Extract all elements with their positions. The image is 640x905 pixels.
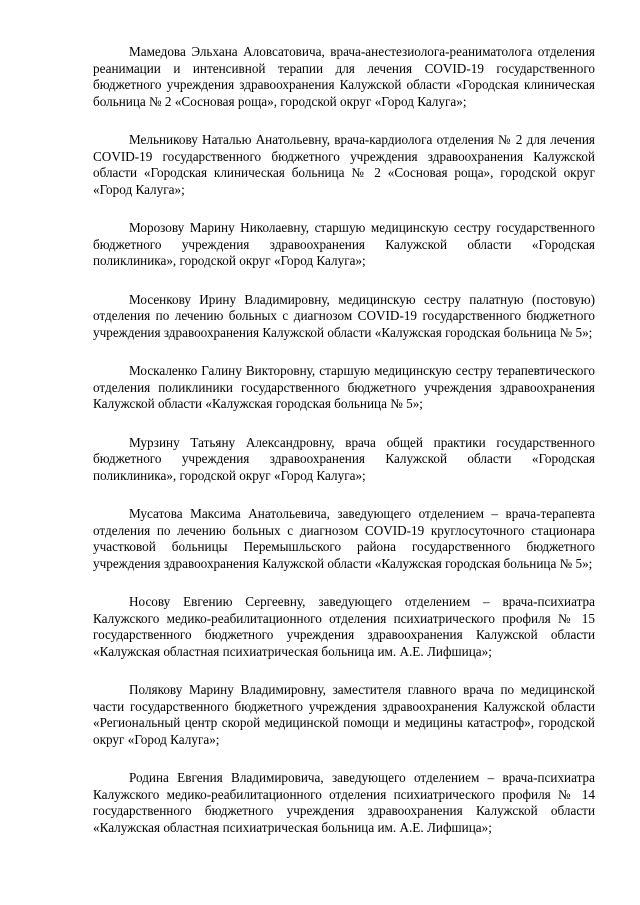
award-entry-melnikova: Мельникову Наталью Анатольевну, врача-кардиолога отделения № 2 для лечения COVID-19 государственного бюджетного учреждения здравоохранения Калужской области «Городская клиническая больница № 2 «Сосновая роща», городской округ «Город Калуга»; xyxy=(93,132,595,197)
award-entry-mosenkova: Мосенкову Ирину Владимировну, медицинскую сестру палатную (постовую) отделения по лечению больных с диагнозом COVID-19 государственного бюджетного учреждения здравоохранения Калужской области «Калужская городская больница № 5»; xyxy=(93,291,595,340)
award-entry-nosova: Носову Евгению Сергеевну, заведующего отделением – врача-психиатра Калужского медико-реабилитационного отделения психиатрического профиля № 15 государственного бюджетного учреждения здравоохранения Калужской области «Калужская областная психиатрическая больница им. А.Е. Лифшица»; xyxy=(93,594,595,659)
award-entry-musatov: Мусатова Максима Анатольевича, заведующего отделением – врача-терапевта отделения по лечению больных с диагнозом COVID-19 круглосуточного стационара участковой больницы Перемышльского района государственного бюджетного учреждения здравоохранения Калужской области «Калужская городская больница № 5»; xyxy=(93,506,595,571)
award-entry-moskalenko: Москаленко Галину Викторовну, старшую медицинскую сестру терапевтического отделения поликлиники государственного бюджетного учреждения здравоохранения Калужской области «Калужская городская больница № 5»; xyxy=(93,363,595,411)
award-entry-polyakova: Полякову Марину Владимировну, заместителя главного врача по медицинской части государственного бюджетного учреждения здравоохранения Калужской области «Региональный центр скорой медицинской помощи и медицины катастроф», городской округ «Город Калуга»; xyxy=(93,682,595,747)
award-entry-morozova: Морозову Марину Николаевну, старшую медицинскую сестру государственного бюджетного учреждения здравоохранения Калужской области «Городская поликлиника», городской округ «Город Калуга»; xyxy=(93,220,595,268)
award-entry-murzina: Мурзину Татьяну Александровну, врача общей практики государственного бюджетного учреждения здравоохранения Калужской области «Городская поликлиника», городской округ «Город Калуга»; xyxy=(93,434,595,483)
award-entry-mamedov: Мамедова Эльхана Аловсатовича, врача-анестезиолога-реаниматолога отделения реанимации и интенсивной терапии для лечения COVID-19 государственного бюджетного учреждения здравоохранения Калужской области «Городская клиническая больница № 2 «Сосновая роща», городской округ «Город Калуга»; xyxy=(93,44,595,109)
award-entry-rodin: Родина Евгения Владимировича, заведующего отделением – врача-психиатра Калужского медико-реабилитационного отделения психиатрического профиля № 14 государственного бюджетного учреждения здравоохранения Калужской области «Калужская областная психиатрическая больница им. А.Е. Лифшица»; xyxy=(93,770,595,835)
document-page xyxy=(93,44,595,858)
